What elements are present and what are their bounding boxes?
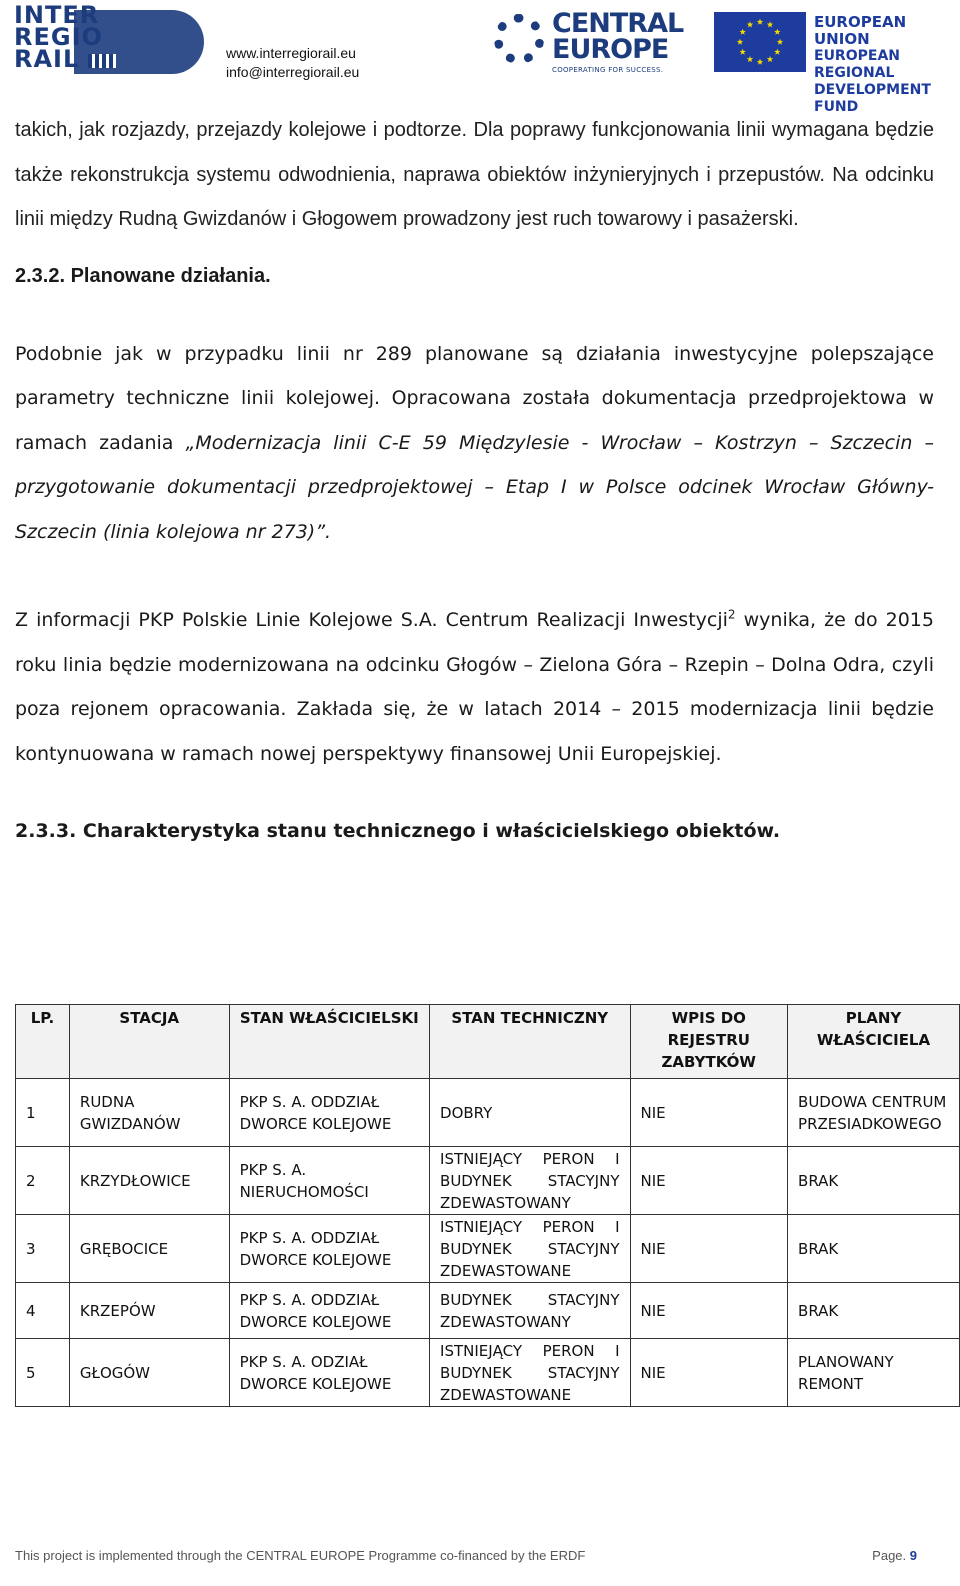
header-technical: STAN TECHNICZNY [430,1005,630,1079]
website-link[interactable]: www.interregiorail.eu [226,45,356,61]
footnote-ref[interactable]: 2 [727,607,736,622]
cell-lp: 1 [16,1079,70,1147]
table-row [16,1283,960,1339]
page-footer [15,1548,917,1563]
eu-star [739,49,745,55]
cell-technical: ISTNIEJĄCY PERON I BUDYNEK STACYJNY ZDEWASTOWANE [430,1339,630,1407]
paragraph-2-italic: „Modernizacja linii C-E 59 Międzylesie - Wrocław – Kostrzyn – Szczecin – przygotowanie dokumentacji przedprojektowej – Etap I w Polsce odcinek Wrocław Główny-Szczecin (linia kolejowa nr 273)”. [15,431,934,543]
footer-text: This project is implemented through the CENTRAL EUROPE Programme co-financed by the ERDF [15,1548,586,1563]
cell-station: KRZEPÓW [69,1283,229,1339]
paragraph-3-end: wynika, że do 2015 roku linia będzie modernizowana na odcinku Głogów – Zielona Góra – Rzepin – Dolna Odra, czyli poza rejonem opracowania. Zakłada się, że w latach 2014 – 2015 modernizacja linii będzie kontynuowana w ramach nowej perspektywy finansowej Unii Europejskiej. [15,609,934,765]
page-number [872,1548,917,1563]
cell-plans: BRAK [788,1215,960,1283]
logo-europe: EUROPE [552,34,669,65]
paragraph-2-text: Podobnie jak w przypadku linii nr 289 planowane są działania inwestycyjne polepszające parametry techniczne linii kolejowej. Opracowana została dokumentacja przedprojektowa w ramach zadania [15,342,934,454]
eu-star [757,19,763,25]
cell-station: GŁOGÓW [69,1339,229,1407]
logo-central: CENTRAL [552,8,684,39]
cell-lp: 2 [16,1147,70,1215]
header-station: STACJA [69,1005,229,1079]
logo-tagline: COOPERATING FOR SUCCESS. [552,66,664,74]
email-link[interactable]: info@interregiorail.eu [226,64,360,80]
header-plans: PLANY WŁAŚCICIELA [788,1005,960,1079]
cell-ownership: PKP S. A. NIERUCHOMOŚCI [229,1147,429,1215]
header-lp: LP. [16,1005,70,1079]
cell-lp: 4 [16,1283,70,1339]
cell-ownership: PKP S. A. ODZIAŁ DWORCE KOLEJOWE [229,1339,429,1407]
page-value: 9 [909,1548,917,1563]
table-row [16,1079,960,1147]
table-row [16,1147,960,1215]
header-ownership: STAN WŁAŚCICIELSKI [229,1005,429,1079]
table-row [16,1215,960,1283]
cell-ownership: PKP S. A. ODDZIAŁ DWORCE KOLEJOWE [229,1283,429,1339]
cell-lp: 5 [16,1339,70,1407]
cell-station: GRĘBOCICE [69,1215,229,1283]
cell-technical: DOBRY [430,1079,630,1147]
cell-ownership: PKP S. A. ODDZIAŁ DWORCE KOLEJOWE [229,1215,429,1283]
table-row [16,1339,960,1407]
contact-info [226,44,359,82]
cell-plans: PLANOWANY REMONT [788,1339,960,1407]
eu-flag-icon [714,12,806,72]
eu-star [767,56,773,62]
document-body [15,108,934,842]
page-label: Page. [872,1548,910,1563]
cell-heritage: NIE [630,1339,788,1407]
cell-lp: 3 [16,1215,70,1283]
paragraph-2 [15,332,934,555]
paragraph-1: takich, jak rozjazdy, przejazdy kolejowe i podtorze. Dla poprawy funkcjonowania linii wymagana będzie także rekonstrukcja systemu odwodnienia, naprawa obiektów inżynieryjnych i przepustów. Na odcinku linii między Rudną Gwizdanów i Głogowem prowadzony jest ruch towarowy i pasażerski. [15,119,934,230]
cell-technical: BUDYNEK STACYJNY ZDEWASTOWANY [430,1283,630,1339]
cell-ownership: PKP S. A. ODDZIAŁ DWORCE KOLEJOWE [229,1079,429,1147]
logo-line-3: RAIL [14,45,80,73]
section-heading-2-3-2: 2.3.2. Planowane działania. [15,264,271,287]
logo-line-1: INTER [14,1,100,29]
stars-ring-icon [494,14,544,64]
section-heading-2-3-3: 2.3.3. Charakterystyka stanu technicznego i właścicielskiego obiektów. [15,820,781,842]
eu-star [739,29,745,35]
central-europe-logo [490,8,698,74]
table-header-row [16,1005,960,1079]
logo-line-2: REGIO [14,23,103,51]
eu-star [774,29,780,35]
paragraph-3 [15,598,934,776]
rail-track-icon [88,54,116,68]
cell-technical: ISTNIEJĄCY PERON I BUDYNEK STACYJNY ZDEWASTOWANE [430,1215,630,1283]
interregio-rail-logo [14,1,204,80]
header-heritage: WPIS DO REJESTRU ZABYTKÓW [630,1005,788,1079]
page-header [0,0,960,115]
stations-table [15,1004,960,1407]
cell-heritage: NIE [630,1147,788,1215]
eu-star [767,21,773,27]
eu-star [747,21,753,27]
paragraph-3-text: Z informacji PKP Polskie Linie Kolejowe S.A. Centrum Realizacji Inwestycji [15,609,728,631]
cell-plans: BRAK [788,1147,960,1215]
cell-station: KRZYDŁOWICE [69,1147,229,1215]
cell-technical: ISTNIEJĄCY PERON I BUDYNEK STACYJNY ZDEWASTOWANY [430,1147,630,1215]
eu-line-2: EUROPEAN REGIONAL [814,48,900,81]
eu-star [737,39,743,45]
cell-station: RUDNA GWIZDANÓW [69,1079,229,1147]
eu-star [747,56,753,62]
cell-heritage: NIE [630,1283,788,1339]
cell-plans: BRAK [788,1283,960,1339]
eu-label [814,14,960,116]
cell-plans: BUDOWA CENTRUM PRZESIADKOWEGO [788,1079,960,1147]
eu-star [777,39,783,45]
cell-heritage: NIE [630,1215,788,1283]
eu-star [757,59,763,65]
cell-heritage: NIE [630,1079,788,1147]
eu-line-1: EUROPEAN UNION [814,13,907,48]
eu-line-3: DEVELOPMENT FUND [814,82,931,115]
eu-star [774,49,780,55]
